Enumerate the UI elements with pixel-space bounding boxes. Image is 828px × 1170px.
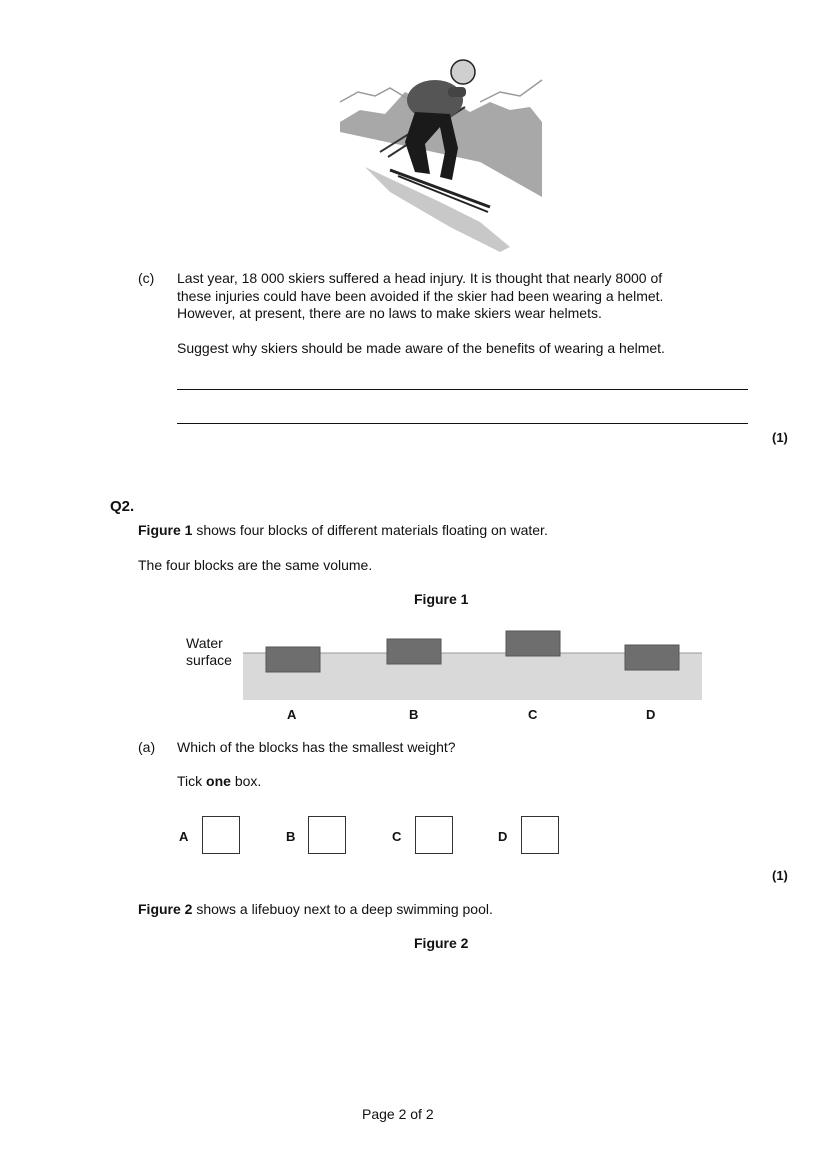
tick-box-d[interactable] [521, 816, 559, 854]
part-c-line-2: these injuries could have been avoided if the skier had been wearing a helmet. [177, 287, 664, 304]
answer-line-1[interactable] [177, 389, 748, 390]
skier-helmet [451, 60, 475, 84]
option-label-d: D [498, 829, 508, 844]
part-c-label: (c) [138, 270, 155, 286]
tick-post: box. [230, 773, 262, 789]
part-c-line-3: However, at present, there are no laws to make skiers wear helmets. [177, 305, 602, 321]
q2-intro-text: shows four blocks of different materials floating on water. [192, 522, 548, 538]
block-label-c: C [528, 707, 538, 722]
figure2-intro [138, 901, 493, 917]
block-c [506, 631, 560, 656]
option-label-a: A [179, 829, 189, 844]
answer-line-2[interactable] [177, 423, 748, 424]
tick-box-a[interactable] [202, 816, 240, 854]
tick-box-b[interactable] [308, 816, 346, 854]
tick-bold: one [206, 773, 231, 789]
part-a-label: (a) [138, 739, 156, 755]
option-label-b: B [286, 829, 296, 844]
tick-instruction [177, 773, 261, 789]
figure1-ref: Figure 1 [138, 522, 193, 538]
part-c-marks: (1) [772, 430, 788, 445]
figure1-title: Figure 1 [414, 591, 469, 607]
part-c-line-1: Last year, 18 000 skiers suffered a head injury. It is thought that nearly 8000 of [177, 270, 663, 286]
mountain-outline-right [480, 80, 542, 102]
option-label-c: C [392, 829, 402, 844]
water-label-line-1: Water [186, 635, 223, 651]
tick-pre: Tick [177, 773, 207, 789]
skier-arm [448, 87, 466, 97]
question-number: Q2. [110, 498, 135, 515]
figure2-title: Figure 2 [414, 935, 469, 951]
figure2-intro-text: shows a lifebuoy next to a deep swimming pool. [192, 901, 493, 917]
block-label-d: D [646, 707, 656, 722]
figure1-diagram [240, 625, 705, 705]
part-c-text [177, 270, 663, 323]
page-number: Page 2 of 2 [362, 1106, 434, 1122]
figure2-ref: Figure 2 [138, 901, 193, 917]
block-d [625, 645, 679, 670]
tick-box-c[interactable] [415, 816, 453, 854]
skier-illustration [330, 52, 560, 257]
part-a-marks: (1) [772, 868, 788, 883]
q2-intro [138, 522, 548, 538]
slope-shadow [365, 167, 510, 252]
same-volume-text: The four blocks are the same volume. [138, 557, 373, 573]
block-label-b: B [409, 707, 419, 722]
block-label-a: A [287, 707, 297, 722]
part-a-question: Which of the blocks has the smallest weight? [177, 739, 456, 755]
water-label-line-2: surface [186, 652, 232, 668]
part-c-question: Suggest why skiers should be made aware of the benefits of wearing a helmet. [177, 340, 665, 356]
block-a [266, 647, 320, 672]
block-b [387, 639, 441, 664]
water-surface-label [186, 635, 232, 669]
